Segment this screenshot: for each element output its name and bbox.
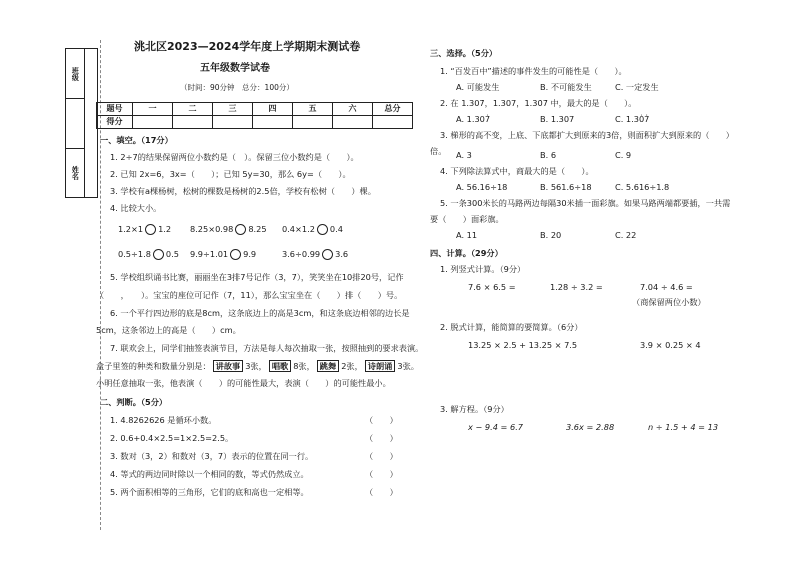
exam-subtitle: 五年级数学试卷	[200, 63, 270, 74]
section2-heading: 二、判断。（5分）	[100, 397, 168, 407]
judge-item: 2. 0.6+0.4×2.5=1×2.5=2.5。	[110, 433, 234, 443]
option[interactable]: B. 1.307	[540, 114, 575, 124]
option[interactable]: C. 一定发生	[615, 82, 659, 92]
s1-q7-line1: 7. 联欢会上，同学们抽签表演节目，方法是每人每次抽取一张，按照抽到的要求表演。	[110, 343, 424, 353]
compare-item: 8.25×0.98 8.25	[190, 224, 267, 234]
option[interactable]: A. 11	[456, 230, 478, 240]
option[interactable]: A. 1.307̇	[456, 114, 491, 124]
judge-answer[interactable]: （ ）	[365, 415, 398, 425]
s3-q3: 3. 梯形的高不变，上底、下底都扩大到原来的3倍，则面积扩大到原来的（ ）	[440, 130, 734, 140]
exam-time-info: （时间：90分钟 总分：100分）	[180, 83, 294, 92]
score-header-cell: 四	[253, 103, 293, 116]
option[interactable]: C. 9	[615, 150, 632, 160]
s3-q2: 2. 在 1.307̇，1.307，1.30̇7̇ 中，最大的是（ ）。	[440, 98, 637, 108]
compare-circle[interactable]	[235, 224, 246, 235]
option[interactable]: A. 可能发生	[456, 82, 500, 92]
judge-answer[interactable]: （ ）	[365, 433, 398, 443]
score-table	[96, 102, 413, 129]
score-header-cell: 总分	[373, 103, 413, 116]
s1-q5-line2: （ ， ）。宝宝的座位可记作（7，11），那么宝宝坐在（ ）排（ ）号。	[96, 290, 403, 300]
lot-box: 诗朗诵	[365, 360, 396, 372]
s4-part3-heading: 3. 解方程。（9分）	[440, 404, 509, 414]
s3-q4: 4. 下列除法算式中，商最大的是（ ）。	[440, 166, 594, 176]
compare-circle[interactable]	[145, 224, 156, 235]
judge-item: 5. 两个面积相等的三角形，它们的底和高也一定相等。	[110, 487, 309, 497]
calc-item: 7.04 ÷ 4.6 =	[640, 282, 693, 292]
s1-q7-line2: 盒子里签的种类和数量分别是： 讲故事 3张， 唱歌 8张， 跳舞 2张， 诗朗诵 3张。	[96, 361, 419, 371]
score-table-score-row	[97, 116, 413, 129]
score-cell[interactable]	[213, 116, 253, 129]
blank-cell	[66, 99, 84, 149]
judge-item: 1. 4.8262626 是循环小数。	[110, 415, 217, 425]
s1-q2: 2. 已知 2x=6，3x=（ ）；已知 5y=30，那么 6y=（ ）。	[110, 169, 351, 179]
compare-item: 0.4×1.2 0.4	[282, 224, 343, 234]
s1-q1: 1. 2÷7的结果保留两位小数约是（ ）。保留三位小数约是（ ）。	[110, 152, 359, 162]
option[interactable]: C. 1.30̇7̇	[615, 114, 650, 124]
equation-item: 3.6x = 2.88	[566, 422, 615, 432]
compare-item: 1.2×1 1.2	[118, 224, 172, 234]
exam-title: 洮北区2023—2024学年度上学期期末测试卷	[134, 40, 361, 53]
s1-q6-line2: 5cm，这条邻边上的高是（ ）cm。	[96, 325, 241, 335]
judge-item: 4. 等式的两边同时除以一个相同的数，等式仍然成立。	[110, 469, 309, 479]
option[interactable]: B. 不可能发生	[540, 82, 592, 92]
score-table-header-row	[97, 103, 413, 116]
section1-heading: 一、填空。（17分）	[100, 135, 173, 145]
equation-item: n ÷ 1.5 + 4 = 13	[648, 422, 719, 432]
score-header-cell: 三	[213, 103, 253, 116]
equation-item: x − 9.4 = 6.7	[468, 422, 524, 432]
compare-circle[interactable]	[322, 249, 333, 260]
option[interactable]: B. 561.6÷18	[540, 182, 592, 192]
option[interactable]: A. 3	[456, 150, 472, 160]
option[interactable]: B. 6	[540, 150, 557, 160]
s1-q3: 3. 学校有a棵杨树，松树的棵数是杨树的2.5倍，学校有松树（ ）棵。	[110, 186, 376, 196]
score-cell[interactable]	[373, 116, 413, 129]
compare-circle[interactable]	[230, 249, 241, 260]
calc-item: 7.6 × 6.5 =	[468, 282, 516, 292]
score-header-cell: 六	[333, 103, 373, 116]
section4-heading: 四、计算。（29分）	[430, 248, 503, 258]
score-header-cell: 二	[173, 103, 213, 116]
s1-q7-line3: 小明任意抽取一张，他表演（ ）的可能性最大，表演（ ）的可能性最小。	[96, 378, 391, 388]
score-cell[interactable]	[293, 116, 333, 129]
judge-answer[interactable]: （ ）	[365, 469, 398, 479]
score-header-cell: 题号	[97, 103, 133, 116]
calc-item: 13.25 × 2.5 + 13.25 × 7.5	[468, 340, 578, 350]
option[interactable]: C. 5.616÷1.8	[615, 182, 670, 192]
s3-q3-tail: 倍。	[430, 146, 447, 156]
option[interactable]: C. 22	[615, 230, 637, 240]
judge-item: 3. 数对（3，2）和数对（3，7）表示的位置在同一行。	[110, 451, 314, 461]
s1-q5-line1: 5. 学校组织诵书比赛，丽丽坐在3排7号记作（3，7），笑笑坐在10排20号，记作	[110, 272, 404, 282]
compare-circle[interactable]	[153, 249, 164, 260]
s3-q5-line2: 要（ ）面彩旗。	[430, 214, 504, 224]
section3-heading: 三、选择。（5分）	[430, 48, 498, 58]
compare-item: 9.9÷1.01 9.9	[190, 249, 257, 259]
lot-box: 讲故事	[213, 360, 244, 372]
calc-note: （商保留两位小数）	[632, 297, 706, 307]
score-cell[interactable]	[333, 116, 373, 129]
name-label: 姓名	[71, 166, 80, 180]
s3-q5-line1: 5. 一条300米长的马路两边每隔30米插一面彩旗。如果马路两端都要插，一共需	[440, 198, 731, 208]
compare-item: 3.6÷0.99 3.6	[282, 249, 349, 259]
score-header-cell: 五	[293, 103, 333, 116]
binding-strip	[65, 48, 85, 198]
s4-part1-heading: 1. 列竖式计算。（9分）	[440, 264, 526, 274]
calc-item: 3.9 × 0.25 × 4	[640, 340, 701, 350]
compare-item: 0.5÷1.8 0.5	[118, 249, 179, 259]
s4-part2-heading: 2. 脱式计算，能简算的要简算。（6分）	[440, 322, 583, 332]
judge-answer[interactable]: （ ）	[365, 487, 398, 497]
s3-q1: 1. “百发百中”描述的事件发生的可能性是（ ）。	[440, 66, 627, 76]
s1-q4: 4. 比较大小。	[110, 203, 162, 213]
lot-box: 跳舞	[317, 360, 339, 372]
score-cell[interactable]	[133, 116, 173, 129]
compare-circle[interactable]	[317, 224, 328, 235]
option[interactable]: A. 56.16÷18	[456, 182, 508, 192]
judge-answer[interactable]: （ ）	[365, 451, 398, 461]
score-row-label: 得分	[97, 116, 133, 129]
lot-box: 唱歌	[269, 360, 291, 372]
class-label: 班级	[66, 49, 84, 99]
score-cell[interactable]	[253, 116, 293, 129]
score-cell[interactable]	[173, 116, 213, 129]
s1-q6-line1: 6. 一个平行四边形的底是8cm，这条底边上的高是3cm，和这条底边相邻的边长是	[110, 308, 410, 318]
score-header-cell: 一	[133, 103, 173, 116]
calc-item: 1.28 ÷ 3.2 =	[550, 282, 603, 292]
option[interactable]: B. 20	[540, 230, 562, 240]
